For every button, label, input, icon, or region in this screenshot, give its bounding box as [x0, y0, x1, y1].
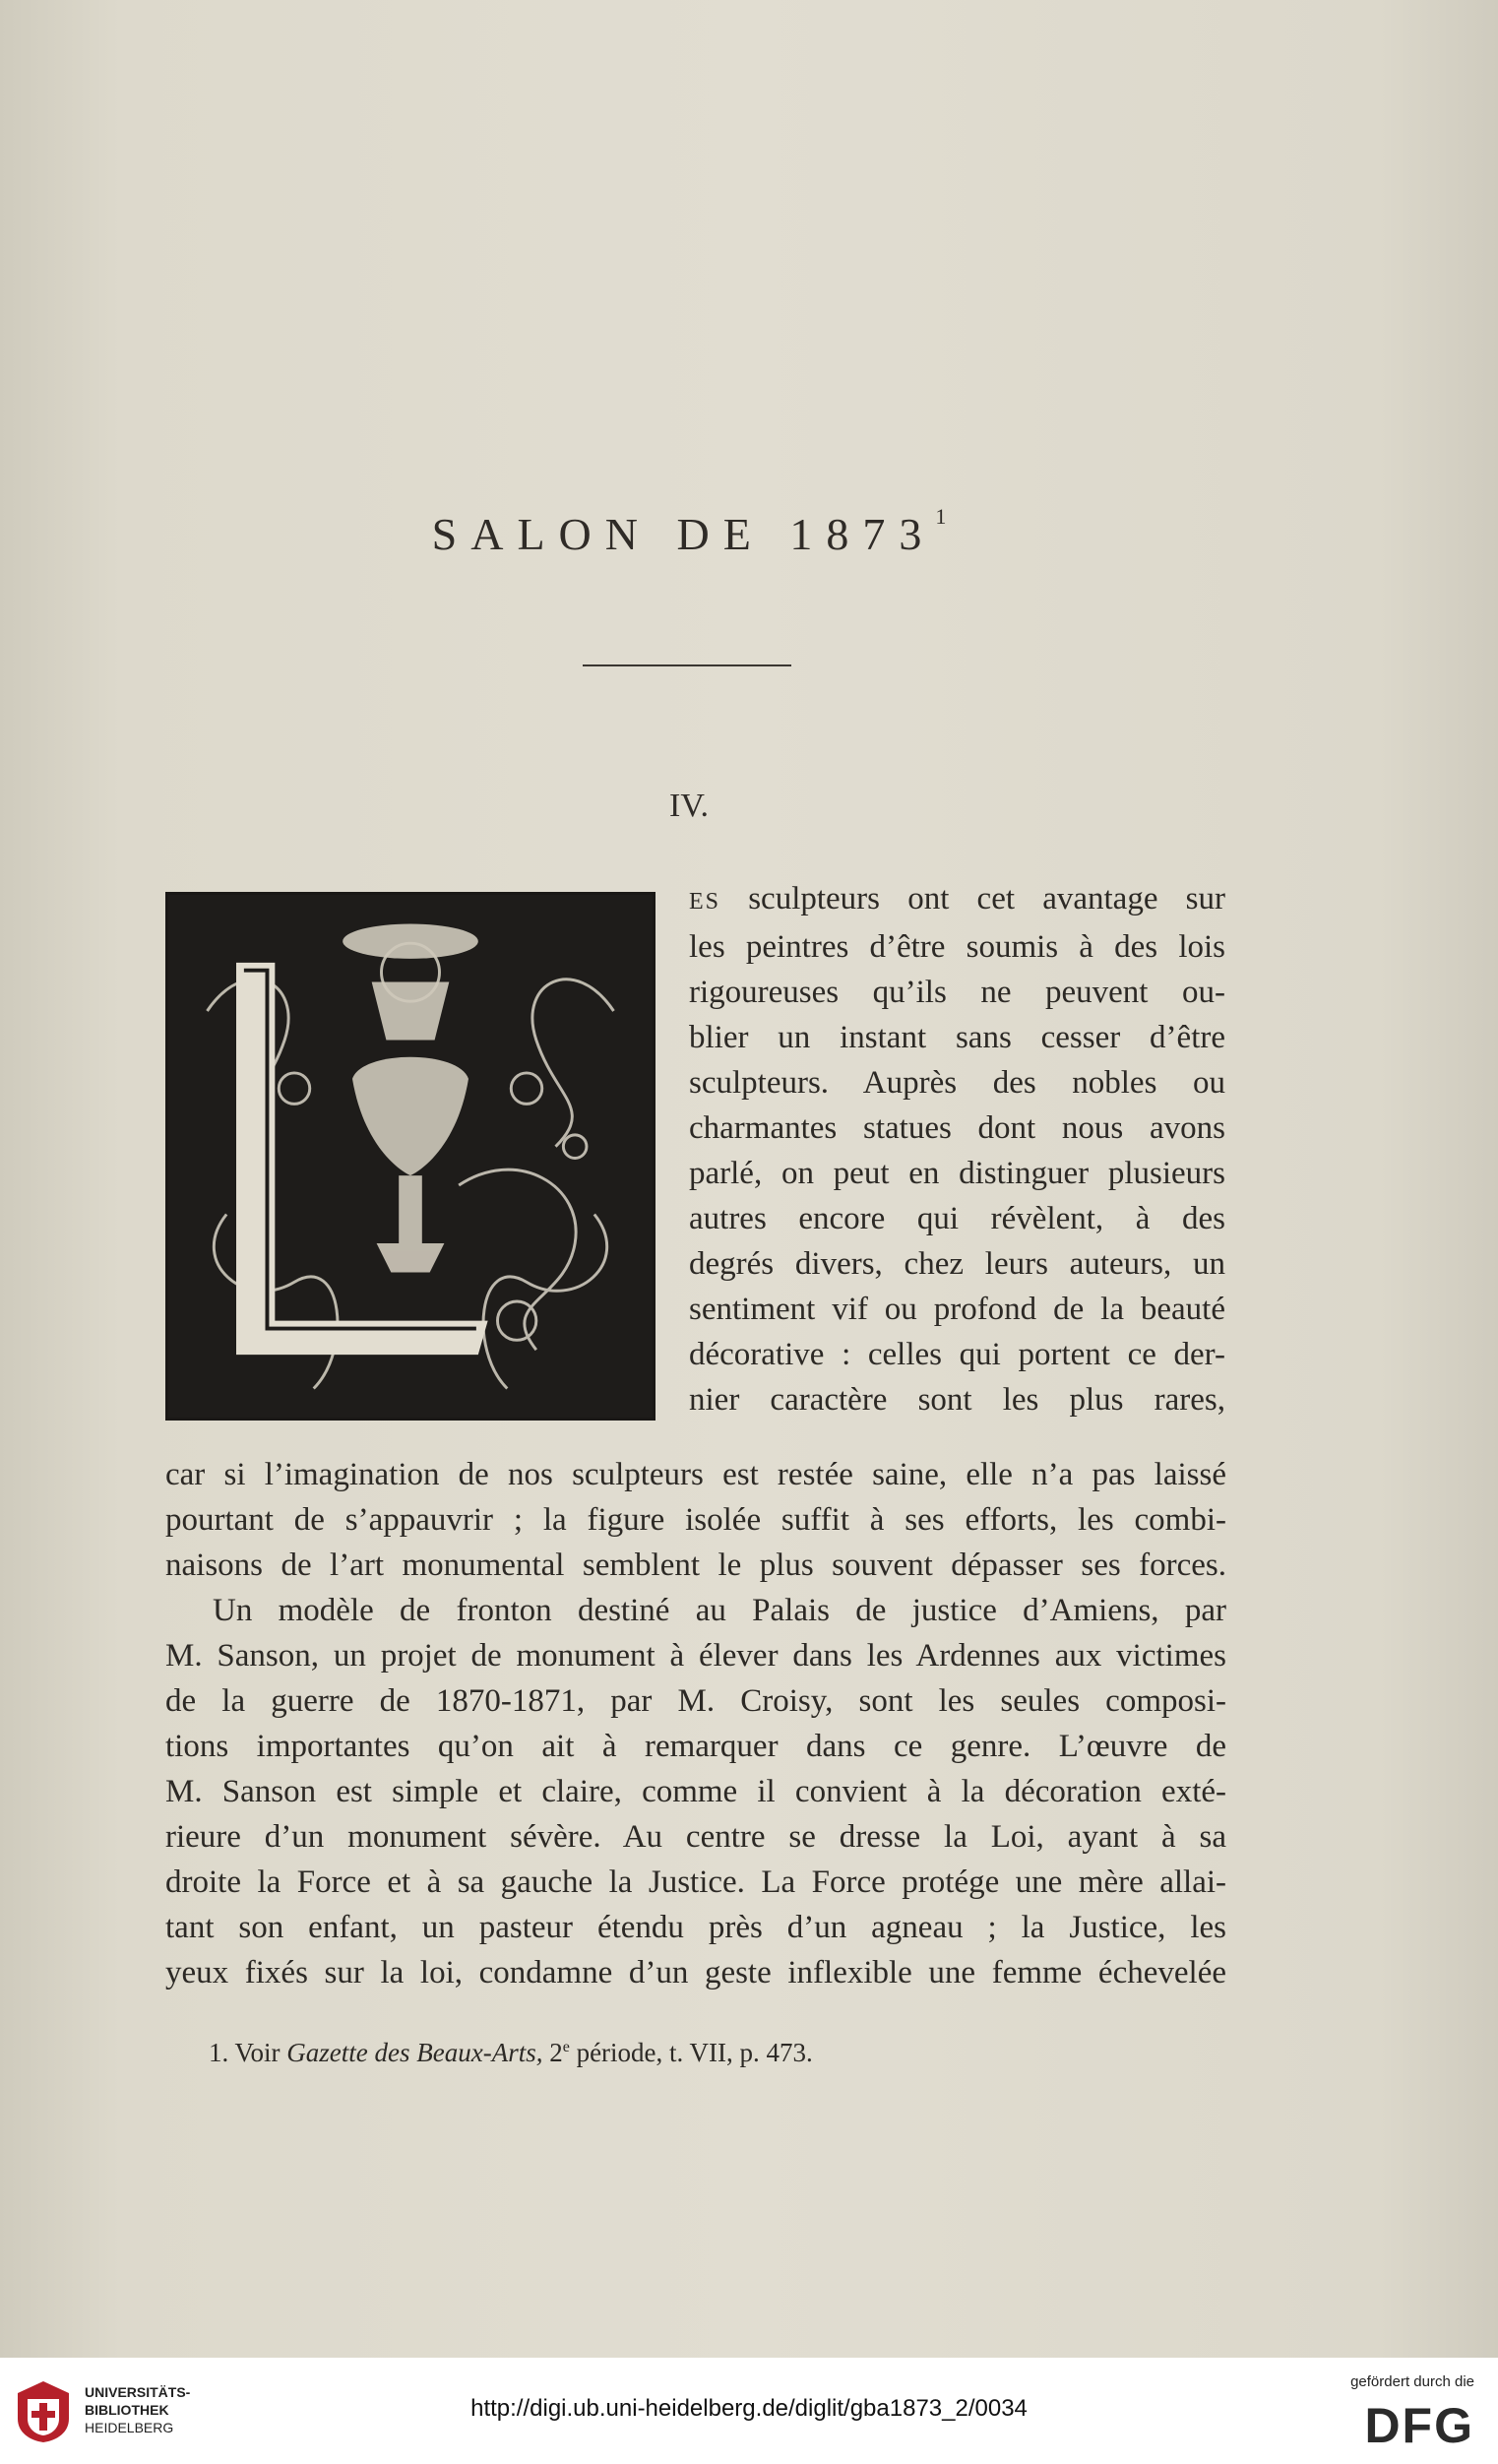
- body-line: tions importantes qu’on ait à remarquer dans ce genre. L’œuvre de: [165, 1729, 1226, 1764]
- intro-line: sculpteurs. Auprès des nobles ou: [689, 1065, 1225, 1101]
- body-line: pourtant de s’appauvrir ; la figure isolée suffit à ses efforts, les combi-: [165, 1502, 1226, 1538]
- intro-line: [689, 876, 1225, 924]
- viewer-footer: [0, 2358, 1498, 2464]
- intro-line: charmantes statues dont nous avons: [689, 1110, 1225, 1146]
- document-url[interactable]: http://digi.ub.uni-heidelberg.de/diglit/gba1873_2/0034: [470, 2395, 1028, 2422]
- footnote-period-suffix: e: [562, 2039, 570, 2055]
- title-text: SALON DE 1873: [431, 509, 936, 559]
- footnote-period-number: 2: [549, 2038, 563, 2067]
- footnote-rest: période, t. VII, p. 473.: [576, 2038, 813, 2067]
- footnote-journal: Gazette des Beaux-Arts,: [286, 2038, 543, 2067]
- body-line: rieure d’un monument sévère. Au centre se dresse la Loi, ayant à sa: [165, 1819, 1226, 1855]
- body-line: M. Sanson, un projet de monument à élever dans les Ardennes aux victimes: [165, 1638, 1226, 1674]
- ornament-illustration: [168, 895, 653, 1418]
- intro-line: blier un instant sans cesser d’être: [689, 1020, 1225, 1055]
- body-line: de la guerre de 1870-1871, par M. Croisy, sont les seules composi-: [165, 1683, 1226, 1719]
- section-number: IV.: [669, 788, 709, 824]
- intro-line: décorative : celles qui portent ce der-: [689, 1337, 1225, 1372]
- page-title: [0, 504, 1378, 560]
- intro-paragraph: [689, 876, 1225, 1422]
- dfg-logo: DFG: [1364, 2398, 1474, 2453]
- intro-line: degrés divers, chez leurs auteurs, un: [689, 1246, 1225, 1282]
- funder-label: gefördert durch die: [1350, 2373, 1474, 2390]
- title-footnote-marker: 1: [935, 504, 947, 529]
- intro-line: parlé, on peut en distinguer plusieurs: [689, 1156, 1225, 1191]
- body-paragraph: [165, 1452, 1226, 1995]
- body-line: naisons de l’art monumental semblent le plus souvent dépasser ses forces.: [165, 1548, 1226, 1583]
- library-name-line: UNIVERSITÄTS-: [85, 2384, 191, 2400]
- footnote-prefix: Voir: [234, 2038, 281, 2067]
- decorated-initial-letter: [165, 892, 655, 1421]
- footnote: [209, 2038, 813, 2068]
- intro-line: sentiment vif ou profond de la beauté: [689, 1292, 1225, 1327]
- intro-line: rigoureuses qu’ils ne peuvent ou-: [689, 975, 1225, 1010]
- intro-line: autres encore qui révèlent, à des: [689, 1201, 1225, 1236]
- smallcaps-text: ES: [689, 889, 721, 915]
- body-line: M. Sanson est simple et claire, comme il convient à la décoration exté-: [165, 1774, 1226, 1809]
- body-line: tant son enfant, un pasteur étendu près d’un agneau ; la Justice, les: [165, 1910, 1226, 1945]
- library-name-line: BIBLIOTHEK: [85, 2402, 169, 2418]
- body-line: Un modèle de fronton destiné au Palais de justice d’Amiens, par: [213, 1593, 1226, 1628]
- title-divider: [583, 664, 791, 666]
- footnote-number: 1.: [209, 2038, 229, 2067]
- intro-line: nier caractère sont les plus rares,: [689, 1382, 1225, 1418]
- intro-line: les peintres d’être soumis à des lois: [689, 929, 1225, 965]
- body-line: droite la Force et à sa gauche la Justice. La Force protége une mère allai-: [165, 1864, 1226, 1900]
- line-text: sculpteurs ont cet avantage sur: [720, 881, 1225, 916]
- body-line: yeux fixés sur la loi, condamne d’un geste inflexible une femme échevelée: [165, 1955, 1226, 1990]
- body-line: car si l’imagination de nos sculpteurs est restée saine, elle n’a pas laissé: [165, 1457, 1226, 1492]
- library-name-line: HEIDELBERG: [85, 2420, 174, 2435]
